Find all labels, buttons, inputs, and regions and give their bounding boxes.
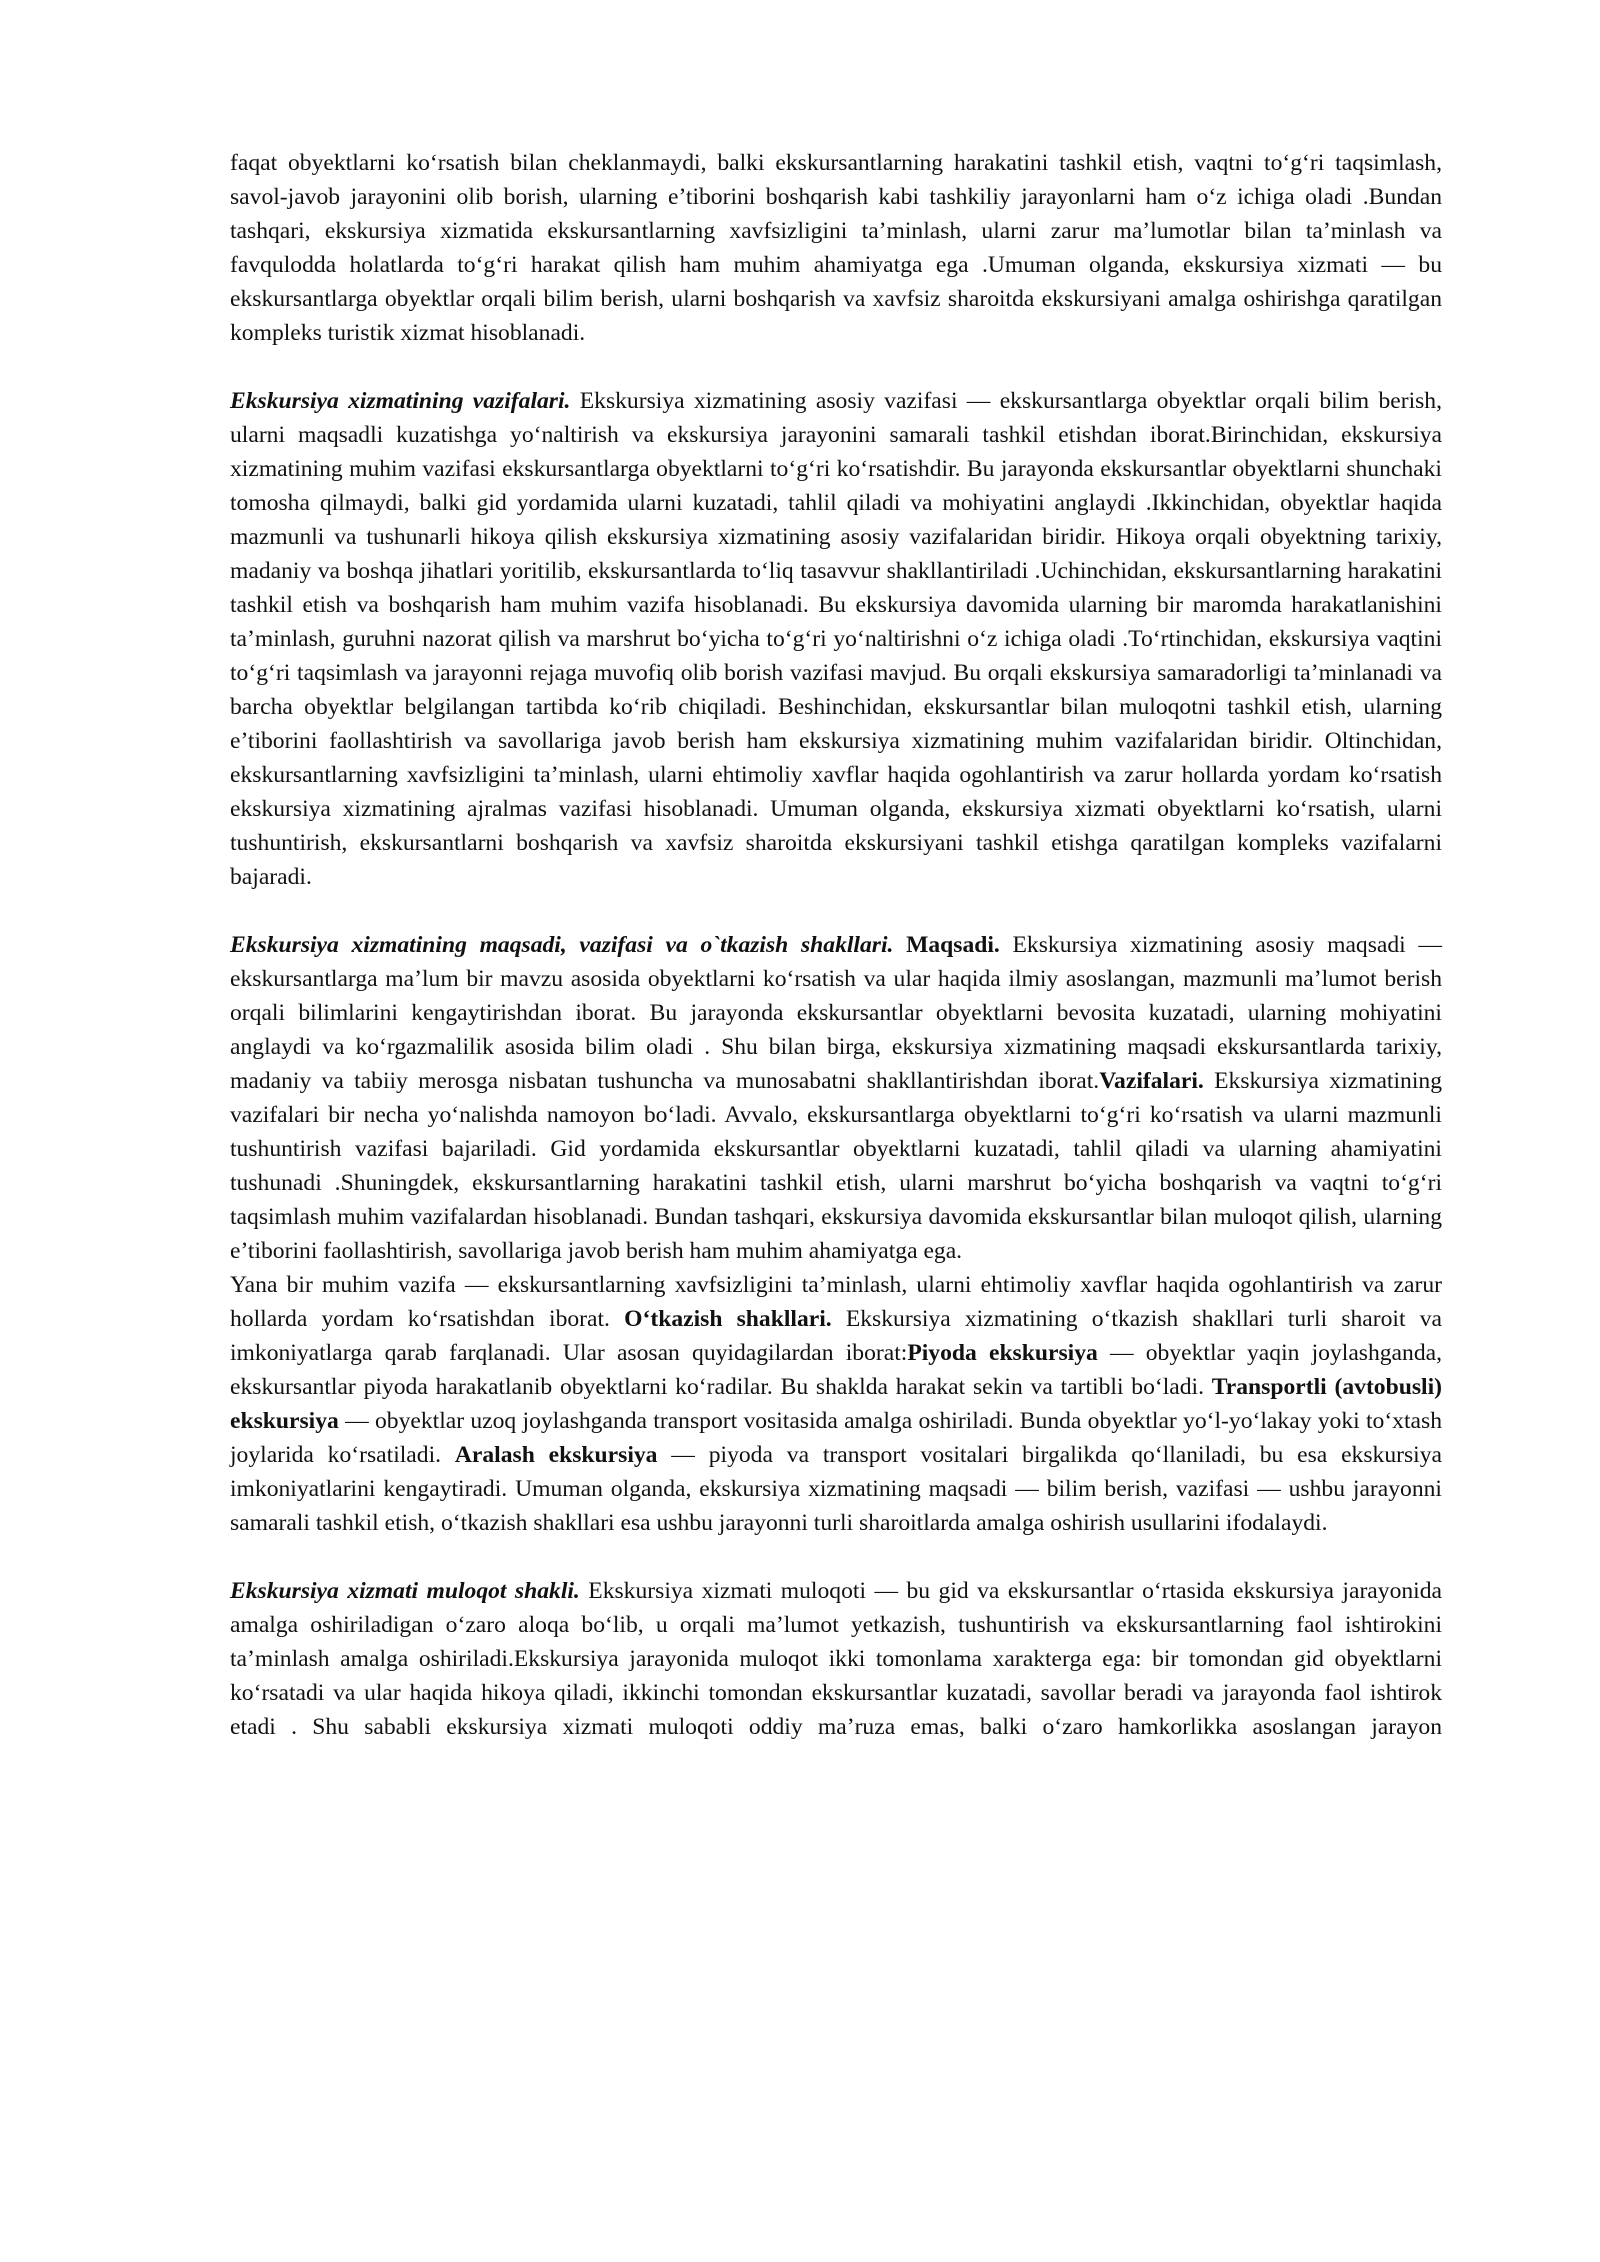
paragraph-text: — obyektlar yaqin joylashganda, ekskursantlar piyoda harakatlanib obyektlarni ko‘radilar. Bu shaklda harakat sekin va tartibli bo‘ladi. xyxy=(230,1340,1442,1400)
paragraph-text: — obyektlar uzoq joylashganda transport vositasida amalga oshiriladi. Bunda obyektlar yo‘l-yo‘lakay yoki to‘xtash joylarida ko‘rsatiladi. xyxy=(230,1408,1442,1468)
vazifalari-label: Vazifalari. xyxy=(1099,1068,1204,1094)
paragraph-intro xyxy=(230,146,1442,350)
paragraph-text: Yana bir muhim vazifa — ekskursantlarning xavfsizligini ta’minlash, ularni ehtimoliy xavflar haqida ogohlantirish va zarur hollarda yordam ko‘rsatishdan iborat. xyxy=(230,1272,1442,1332)
paragraph-text: faqat obyektlarni ko‘rsatish bilan cheklanmaydi, balki ekskursantlarning harakatini tashkil etish, vaqtni to‘g‘ri taqsimlash, savol-javob jarayonini olib borish, ularning e’tiborini boshqarish kabi tashkiliy jarayonlarni ham o‘z ichiga oladi .Bundan tashqari, ekskursiya xizmatida ekskursantlarning xavfsizligini ta’minlash, ularni zarur ma’lumotlar bilan ta’minlash va favqulodda holatlarda to‘g‘ri harakat qilish ham muhim ahamiyatga ega .Umuman olganda, ekskursiya xizmati — bu ekskursantlarga obyektlar orqali bilim berish, ularni boshqarish va xavfsiz sharoitda ekskursiyani amalga oshirishga qaratilgan kompleks turistik xizmat hisoblanadi. xyxy=(230,150,1442,346)
paragraph-text: Ekskursiya xizmatining o‘tkazish shakllari turli sharoit va imkoniyatlarga qarab farqlanadi. Ular asosan quyidagilardan iborat: xyxy=(230,1306,1442,1366)
transport-label: Transportli (avtobusli) ekskursiya xyxy=(230,1374,1442,1434)
section-heading: Ekskursiya xizmati muloqot shakli. xyxy=(230,1578,580,1604)
paragraph-text: Ekskursiya xizmati muloqoti — bu gid va ekskursantlar o‘rtasida ekskursiya jarayonida amalga oshiriladigan o‘zaro aloqa bo‘lib, u orqali ma’lumot yetkazish, tushuntirish va ekskursantlarning faol ishtirokini ta’minlash amalga oshiriladi.Ekskursiya jarayonida muloqot ikki tomonlama xarakterga ega: bir tomondan gid obyektlarni ko‘rsatadi va ular haqida hikoya qiladi, ikkinchi tomondan ekskursantlar kuzatadi, savollar beradi va jarayonda faol ishtirok etadi . Shu sababli ekskursiya xizmati muloqoti oddiy ma’ruza emas, balki o‘zaro hamkorlikka asoslangan jarayon xyxy=(230,1578,1442,1740)
aralash-label: Aralash ekskursiya xyxy=(454,1442,658,1468)
paragraph-vazifalari xyxy=(230,384,1442,894)
piyoda-label: Piyoda ekskursiya xyxy=(907,1340,1098,1366)
otkazish-label: O‘tkazish shakllari. xyxy=(624,1306,832,1332)
paragraph-text: Ekskursiya xizmatining asosiy vazifasi — ekskursantlarga obyektlar orqali bilim berish, ularni maqsadli kuzatishga yo‘naltirish va ekskursiya jarayonini samarali tashkil etishdan iborat.Birinchidan, ekskursiya xizmatining muhim vazifasi ekskursantlarga obyektlarni to‘g‘ri ko‘rsatishdir. Bu jarayonda ekskursantlar obyektlarni shunchaki tomosha qilmaydi, balki gid yordamida ularni kuzatadi, tahlil qiladi va mohiyatini anglaydi .Ikkinchidan, obyektlar haqida mazmunli va tushunarli hikoya qilish ekskursiya xizmatining asosiy vazifalaridan biridir. Hikoya orqali obyektning tarixiy, madaniy va boshqa jihatlari yoritilib, ekskursantlarda to‘liq tasavvur shakllantiriladi .Uchinchidan, ekskursantlarning harakatini tashkil etish va boshqarish ham muhim vazifa hisoblanadi. Bu ekskursiya davomida ularning bir maromda harakatlanishini ta’minlash, guruhni nazorat qilish va marshrut bo‘yicha to‘g‘ri yo‘naltirishni o‘z ichiga oladi .To‘rtinchidan, ekskursiya vaqtini to‘g‘ri taqsimlash va jarayonni rejaga muvofiq olib borish vazifasi mavjud. Bu orqali ekskursiya samaradorligi ta’minlanadi va barcha obyektlar belgilangan tartibda ko‘rib chiqiladi. Beshinchidan, ekskursantlar bilan muloqotni tashkil etish, ularning e’tiborini faollashtirish va savollariga javob berish ham ekskursiya xizmatining muhim vazifalaridan biridir. Oltinchidan, ekskursantlarning xavfsizligini ta’minlash, ularni ehtimoliy xavflar haqida ogohlantirish va zarur hollarda yordam ko‘rsatish ekskursiya xizmatining ajralmas vazifasi hisoblanadi. Umuman olganda, ekskursiya xizmati obyektlarni ko‘rsatish, ularni tushuntirish, ekskursantlarni boshqarish va xavfsiz sharoitda ekskursiyani tashkil etishga qaratilgan kompleks vazifalarni bajaradi. xyxy=(230,388,1442,890)
paragraph-maqsadi xyxy=(230,928,1442,1268)
section-heading: Ekskursiya xizmatining vazifalari. xyxy=(230,388,571,414)
paragraph-otkazish xyxy=(230,1268,1442,1540)
maqsadi-label: Maqsadi. xyxy=(906,932,1000,958)
paragraph-text: Ekskursiya xizmatining vazifalari bir necha yo‘nalishda namoyon bo‘ladi. Avvalo, ekskursantlarga obyektlarni to‘g‘ri ko‘rsatish va ularni mazmunli tushuntirish vazifasi bajariladi. Gid yordamida ekskursantlar obyektlarni kuzatadi, tahlil qiladi va ularning ahamiyatini tushunadi .Shuningdek, ekskursantlarning harakatini tashkil etish, ularni marshrut bo‘yicha boshqarish va vaqtni to‘g‘ri taqsimlash muhim vazifalardan hisoblanadi. Bundan tashqari, ekskursiya davomida ekskursantlar bilan muloqot qilish, ularning e’tiborini faollashtirish, savollariga javob berish ham muhim ahamiyatga ega. xyxy=(230,1068,1442,1264)
section-heading: Ekskursiya xizmatining maqsadi, vazifasi va o`tkazish shakllari. xyxy=(230,932,894,958)
paragraph-text: — piyoda va transport vositalari birgalikda qo‘llaniladi, bu esa ekskursiya imkoniyatlarini kengaytiradi. Umuman olganda, ekskursiya xizmatining maqsadi — bilim berish, vazifasi — ushbu jarayonni samarali tashkil etish, o‘tkazish shakllari esa ushbu jarayonni turli sharoitlarda amalga oshirish usullarini ifodalaydi. xyxy=(230,1442,1442,1536)
paragraph-text: Ekskursiya xizmatining asosiy maqsadi — ekskursantlarga ma’lum bir mavzu asosida obyektlarni ko‘rsatish va ular haqida ilmiy asoslangan, mazmunli ma’lumot berish orqali bilimlarini kengaytirishdan iborat. Bu jarayonda ekskursantlar obyektlarni bevosita kuzatadi, ularning mohiyatini anglaydi va ko‘rgazmalilik asosida bilim oladi . Shu bilan birga, ekskursiya xizmatining maqsadi ekskursantlarda tarixiy, madaniy va tabiiy merosga nisbatan tushuncha va munosabatni shakllantirishdan iborat. xyxy=(230,932,1442,1094)
paragraph-muloqot xyxy=(230,1574,1442,1744)
